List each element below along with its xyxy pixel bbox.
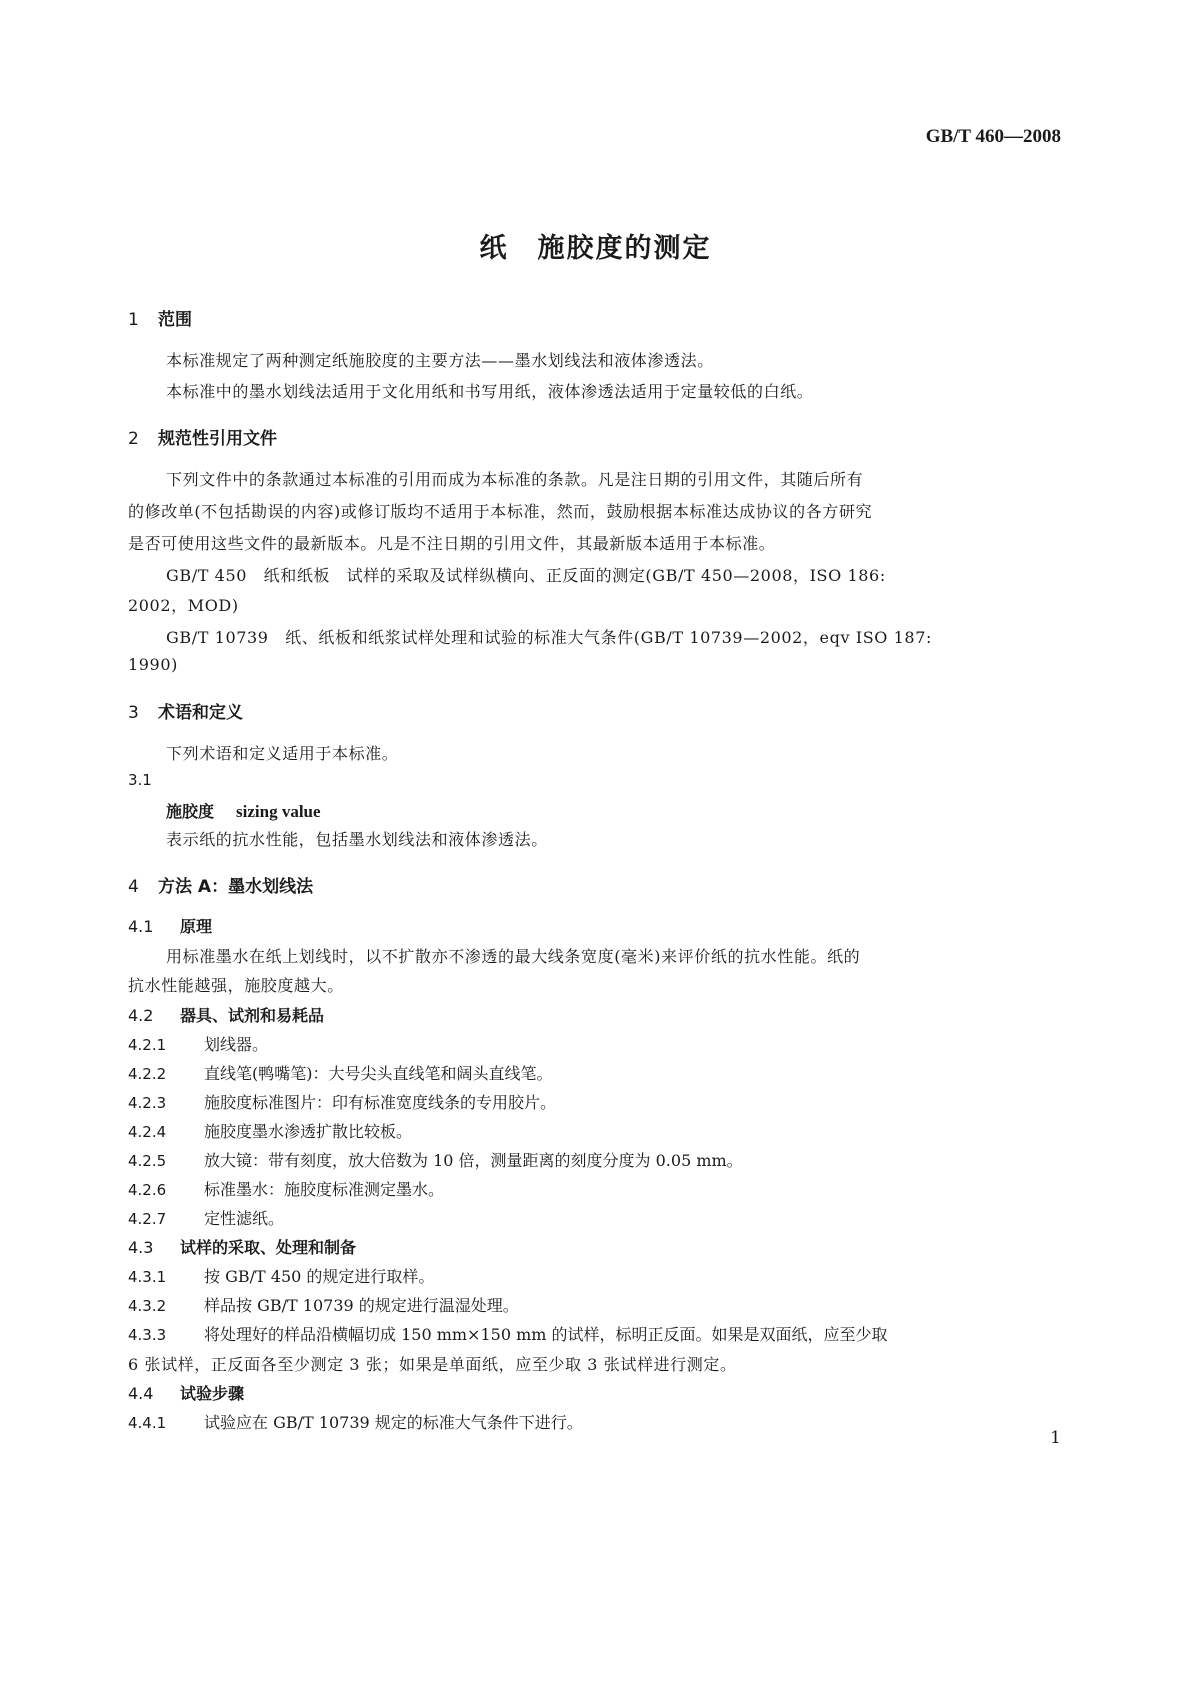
section-title: 方法 A：墨水划线法 (158, 877, 314, 897)
subsection-4-4-heading (128, 1381, 244, 1404)
section-title: 术语和定义 (158, 703, 243, 723)
section-4-heading (128, 872, 313, 897)
clause-number: 4.2.5 (128, 1152, 167, 1170)
term-chinese: 施胶度 (166, 802, 215, 821)
section-1-heading (128, 305, 192, 330)
reference-line: GB/T 10739 纸、纸板和纸浆试样处理和试验的标准大气条件(GB/T 10739—2002，eqv ISO 187: (166, 628, 932, 647)
clause-number: 4.2.7 (128, 1210, 167, 1228)
item-text: 标准墨水：施胶度标准测定墨水。 (204, 1180, 445, 1199)
item-text: 直线笔(鸭嘴笔)：大号尖头直线笔和阔头直线笔。 (204, 1064, 553, 1083)
clause-number: 4.2.4 (128, 1123, 167, 1141)
subsection-4-3-heading (128, 1235, 356, 1258)
standard-code: GB/T 460—2008 (925, 126, 1061, 147)
subsection-4-2-heading (128, 1003, 324, 1026)
clause-number: 4.3 (128, 1238, 154, 1257)
reference-line: GB/T 450 纸和纸板 试样的采取及试样纵横向、正反面的测定(GB/T 450—2008，ISO 186: (166, 566, 886, 585)
clause-number: 4.2 (128, 1006, 154, 1025)
term-entry (166, 799, 321, 822)
list-item (128, 1148, 743, 1171)
paragraph: 下列术语和定义适用于本标准。 (166, 744, 399, 763)
clause-number: 4.3.3 (128, 1326, 167, 1344)
list-item (128, 1090, 556, 1113)
section-3-heading (128, 698, 243, 723)
paragraph: 本标准规定了两种测定纸施胶度的主要方法——墨水划线法和液体渗透法。 (166, 351, 714, 370)
item-text: 施胶度标准图片：印有标准宽度线条的专用胶片。 (204, 1093, 557, 1112)
clause-number: 4.2.2 (128, 1065, 167, 1083)
list-item (128, 1322, 888, 1345)
section-number: 4 (128, 877, 139, 897)
item-text: 划线器。 (204, 1035, 269, 1054)
list-item (128, 1061, 553, 1084)
clause-number: 4.3.2 (128, 1297, 167, 1315)
subsection-title: 试样的采取、处理和制备 (180, 1238, 357, 1257)
item-text: 将处理好的样品沿横幅切成 150 mm×150 mm 的试样，标明正反面。如果是双面纸，应至少取 (204, 1325, 888, 1344)
list-item (128, 1410, 583, 1433)
list-item (128, 1206, 284, 1229)
paragraph-line: 的修改单(不包括勘误的内容)或修订版均不适用于本标准，然而，鼓励根据本标准达成协议的各方研究 (128, 502, 873, 521)
clause-number: 4.1 (128, 917, 154, 936)
item-text: 试验应在 GB/T 10739 规定的标准大气条件下进行。 (204, 1413, 583, 1432)
subsection-title: 原理 (180, 917, 213, 936)
section-number: 2 (128, 429, 139, 449)
term-number (128, 770, 204, 789)
clause-number: 4.2.1 (128, 1036, 167, 1054)
item-text: 按 GB/T 450 的规定进行取样。 (204, 1267, 435, 1286)
section-number: 3 (128, 703, 139, 723)
section-title: 范围 (158, 310, 192, 330)
clause-number: 3.1 (128, 771, 152, 789)
list-item (128, 1032, 268, 1055)
section-2-heading (128, 424, 277, 449)
item-text: 放大镜：带有刻度，放大倍数为 10 倍，测量距离的刻度分度为 0.05 mm。 (204, 1151, 743, 1170)
item-text: 样品按 GB/T 10739 的规定进行温湿处理。 (204, 1296, 519, 1315)
clause-number: 4.4 (128, 1384, 154, 1403)
document-title: 纸 施胶度的测定 (479, 233, 712, 264)
term-definition: 表示纸的抗水性能，包括墨水划线法和液体渗透法。 (166, 830, 548, 849)
clause-number: 4.2.6 (128, 1181, 167, 1199)
page-number: 1 (1050, 1428, 1061, 1448)
list-item (128, 1264, 434, 1287)
subsection-title: 器具、试剂和易耗品 (180, 1006, 325, 1025)
list-item (128, 1119, 412, 1142)
clause-number: 4.2.3 (128, 1094, 167, 1112)
section-title: 规范性引用文件 (158, 429, 277, 449)
item-text: 施胶度墨水渗透扩散比较板。 (204, 1122, 413, 1141)
clause-number: 4.4.1 (128, 1414, 167, 1432)
clause-number: 4.3.1 (128, 1268, 167, 1286)
paragraph: 本标准中的墨水划线法适用于文化用纸和书写用纸，液体渗透法适用于定量较低的白纸。 (166, 382, 814, 401)
paragraph-line: 是否可使用这些文件的最新版本。凡是不注日期的引用文件，其最新版本适用于本标准。 (128, 534, 776, 553)
subsection-title: 试验步骤 (180, 1384, 245, 1403)
section-number: 1 (128, 310, 139, 330)
paragraph-line: 下列文件中的条款通过本标准的引用而成为本标准的条款。凡是注日期的引用文件，其随后所有 (166, 470, 864, 489)
subsection-4-1-heading (128, 914, 212, 937)
list-item (128, 1293, 519, 1316)
reference-line: 2002，MOD) (128, 596, 239, 615)
list-item (128, 1177, 444, 1200)
paragraph-line: 6 张试样，正反面各至少测定 3 张；如果是单面纸，应至少取 3 张试样进行测定。 (128, 1355, 737, 1374)
paragraph-line: 抗水性能越强，施胶度越大。 (128, 976, 344, 995)
term-english: sizing value (236, 802, 321, 821)
reference-line: 1990) (128, 655, 178, 674)
item-text: 定性滤纸。 (204, 1209, 285, 1228)
paragraph-line: 用标准墨水在纸上划线时，以不扩散亦不渗透的最大线条宽度(毫米)来评价纸的抗水性能。纸的 (166, 947, 861, 966)
